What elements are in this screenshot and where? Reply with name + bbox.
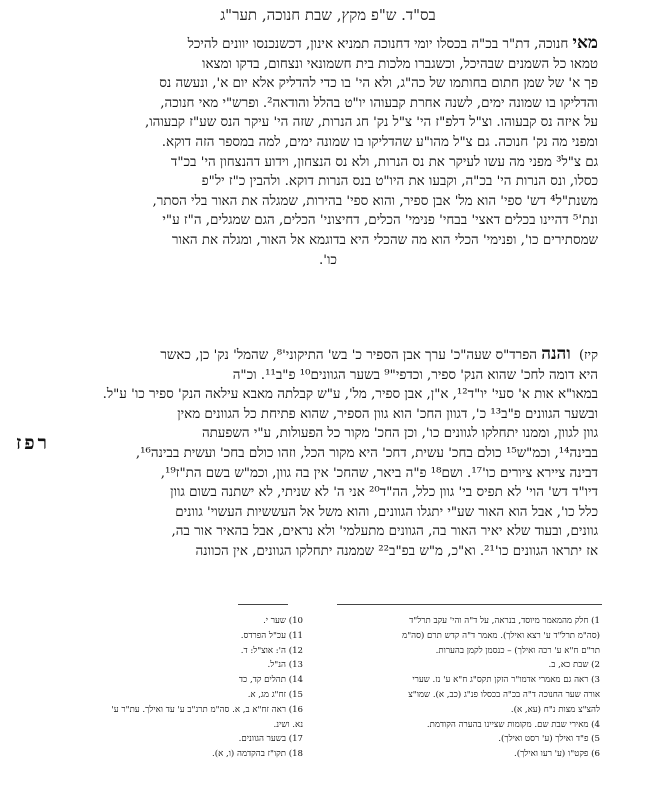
footnote: 17) בשער הגוונים. [238,734,303,745]
section-1-line: ומפני מה נק' חנוכה. גם צ"ל מהו"ע שהדליקו בו שמונה ימים, למה במספר הזה דוקא. [161,134,598,150]
section-1-line: והדליקו בו שמונה ימים, לשנה אחרת קבעוהו יו"ט בהלל והודאה². ופרש"י מאי חנוכה, [160,95,598,111]
footnote: 5) פ"ד ואילך (ע' רסט ואילך). [498,734,600,745]
section-2-line: גוונים, ובעוד שלא יאיר האור בה, הגוונים מתעלמי' ולא נראים, אבל בהאיר אור בה, [171,524,598,540]
section-2-line: גוון לגוון, וממנו יתחלקו לגוונים כו', וכן החכ' מקור כל הפעולות, ע"י השפעתה [201,426,598,442]
footnote: 4) מאירי שבת שם. מקומות שציינו בהערה הקודמת. [426,719,600,730]
footnote: 14) תהלים קד, כד [238,675,303,686]
section-1-line: ונת'⁵ דהיינו בכלים דאצי' בבחי' פנימי' הכלים, דחיצוני' הכלים, הגם שמגלים, ה"ז ע"י [162,213,598,229]
section-2 [58,345,598,562]
section-2-line: היא דומה לחכ' שהוא הנק' ספיר, וכדפי"⁹ בשער הגוונים¹⁰ פ"ב¹¹. וכ"ה [232,367,598,383]
section-1-line: כסלו, ונס הנרות הי' בכ"ה, וקבעו את היו"ט בנס הנרות דוקא. ולהבין כ"ז יל"פ [201,174,598,190]
section-1-line: על איזה נס קבעוהו. וצ"ל דלפ"ז הי' צ"ל נק' חג הנרות, שזה הי' עיקר הנס שע"ז קבעוהו, [144,115,598,131]
section-1-line: שמסתירים כו', ופנימי' הכלי הוא מה שהכלי היא בדוגמא אל האור, ומגלה את האור [171,232,598,248]
footnote: 13) הנ"ל. [267,660,303,671]
footnote: 16) ראה זח"א ב, א. סה"מ תרנ"ב ע' עד ואילך. עת"ר ע' [111,704,303,715]
section-1-line: מאי חנוכה, דת"ר בכ"ה בכסלו יומי דחנוכה תמניא אינון, דכשנכנסו יוונים להיכל [187,33,598,53]
footnote: אורה שער החנוכה ד"ה בכ"ה בכסלו פנ"ג (כב, א). שמו"צ [408,689,600,700]
footnote: 11) עכ"ל הפרדס. [240,630,303,641]
footnote: 12) ה': אוצ"ל: ד. [240,645,303,656]
footnote: 1) חלק מהמאמר מיוסד, בנראה, על ד"ה והי' עקב תרל"ד [409,616,600,626]
section-1 [58,34,598,270]
section-2-lead-word: והנה [541,344,571,364]
page-header: בס"ד. ש"פ מקץ, שבת חנוכה, תער"ג [220,6,436,24]
section-2-line: אז יתראו הגוונים כו'²¹. וא"כ, מ"ש בפ"ב²² שממנה יתחלקו הגוונים, אין הכוונה [195,543,598,559]
section-2-line: במאו"א אות א' סעי' יו"ד¹², א"ן, אבן ספיר, מל', ע"ש קבלתה מאבא עילאה הנק' ספיר כו' ע"ל. [102,387,598,403]
footnotes-left-column [58,614,303,762]
footnote: 3) ראה גם מאמרי אדמו"ר הזקן תקס"ג ח"א ע' נז. שערי [412,675,600,686]
margin-folio-number: רפז [16,432,50,454]
footnote-divider-right [337,604,602,605]
paragraph-number: קיז) [578,348,598,363]
section-1-lead-word: מאי [572,33,598,53]
footnote: 2) שבת כא, ב. [548,660,600,671]
section-1-last-line: כו'. [319,252,337,268]
footnote: נא. ושינ. [273,719,303,730]
section-2-line: דיו"ד דש' הוי' לא תפיס בי' גוון כלל, הה"ד²⁰ אני ה' לא שניתי, לא ישתנה בשום גוון [170,485,598,501]
footnote: להצ"צ מצות נ"ח (עא, א). [510,704,600,715]
section-1-line: פך א' של שמן חתום בחותמו של כה"ג, ולא הי' בו כדי להדליק אלא יום א', ונעשה נס [159,76,598,92]
footnote: 10) שער י. [263,616,303,626]
footnotes-right-column [328,614,600,762]
section-2-line: בבינה¹⁴, וכמ"ש¹⁵ כולם בחכ' עשית, דחכ' היא מקור הכל, וזהו כולם בחכ' ועשית בבינה¹⁶, [135,445,598,461]
section-1-line: גם צ"ל³ מפני מה עשו לעיקר את נס הנרות, ולא נס הנצחון, וידוע דהנצחון הי' בכ"ד [170,154,598,170]
footnote: (סה"מ תרל"ד ע' רצא ואילך). מאמר ד"ה קדש תרם (סה"מ [402,630,600,641]
footnote: 6) פקט"ו (ע' רעו ואילך). [514,749,600,760]
footnote: תר"ם ח"א ע' רכה ואילך) – כנסמן לקמן בהערות. [435,645,600,656]
section-1-line: משנת"ל⁴ דש' ספי' הוא מל' אבן ספיר, והוא ספי' בהירות, שמגלה את האור בלי הסתר, [152,193,598,209]
footnote: 18) תקו"ז בהקדמה (ו, א). [212,749,303,760]
section-1-line: טמאו כל השמנים שבהיכל, וכשגברו מלכות בית חשמונאי ונצחום, בדקו ומצאו [202,56,598,72]
section-2-line: דבינה ציירא ציורים כו'¹⁷. ושם¹⁸ פ"ה ביאר, שהחכ' אין בה גוון, וכמ"ש בשם הת"ז¹⁹, [160,465,598,481]
footnote-divider-left [238,604,288,605]
footnote: 15) זח"ג מג, א. [247,689,303,700]
section-2-line: ובשער הגוונים פ"ב¹³ כ', דגוון החכ' הוא גוון הספיר, שהוא פתיחת כל הגוונים מאין [177,406,598,422]
section-2-line: קיז) והנה הפרד"ס שעה"כ' ערך אבן הספיר כ' בש' התיקוני'⁸, שהמל' נק' כן, כאשר [160,344,598,364]
section-2-line: כלל כו', אבל הוא האור שע"י יתגלו הגוונים, והוא משל אל העששיות העשוי' גוונים [175,504,598,520]
